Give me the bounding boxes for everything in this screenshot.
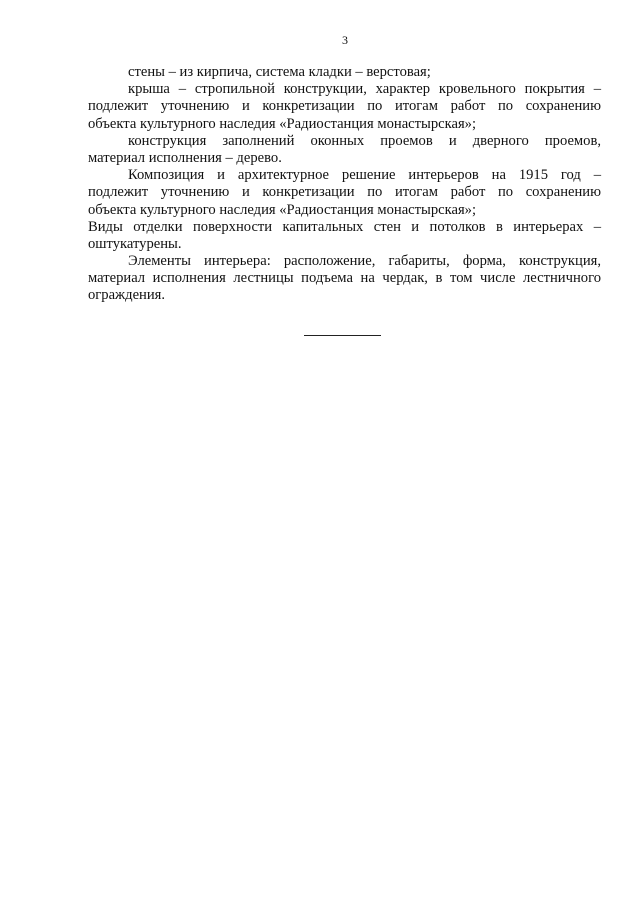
text-line: объекта культурного наследия «Радиостанция монастырская»; — [88, 201, 477, 218]
text-line: оштукатурены. — [88, 235, 182, 252]
paragraph — [88, 133, 601, 167]
paragraph — [88, 167, 601, 219]
paragraph — [88, 219, 601, 253]
document-body — [88, 64, 601, 305]
text-line: объекта культурного наследия «Радиостанция монастырская»; — [88, 115, 477, 132]
text-line: подлежит уточнению и конкретизации по итогам работ по сохранению — [88, 184, 601, 201]
text-line: материал исполнения – дерево. — [88, 149, 282, 166]
text-line: стены – из кирпича, система кладки – верстовая; — [128, 64, 431, 80]
text-line: конструкция заполнений оконных проемов и дверного проемов, — [128, 132, 601, 149]
text-line: Элементы интерьера: расположение, габариты, форма, конструкция, — [128, 253, 601, 270]
text-line: крыша – стропильной конструкции, характер кровельного покрытия – — [128, 81, 601, 98]
text-line: Виды отделки поверхности капитальных стен и потолков в интерьерах – — [88, 218, 601, 235]
end-separator-line — [304, 335, 381, 336]
paragraph — [88, 64, 601, 81]
page-number: 3 — [342, 33, 348, 47]
text-line: подлежит уточнению и конкретизации по итогам работ по сохранению — [88, 98, 601, 115]
paragraph — [88, 81, 601, 133]
text-line: материал исполнения лестницы подъема на чердак, в том числе лестничного — [88, 270, 601, 287]
paragraph — [88, 253, 601, 305]
text-line: ограждения. — [88, 287, 166, 304]
text-line: Композиция и архитектурное решение интерьеров на 1915 год – — [128, 167, 601, 184]
